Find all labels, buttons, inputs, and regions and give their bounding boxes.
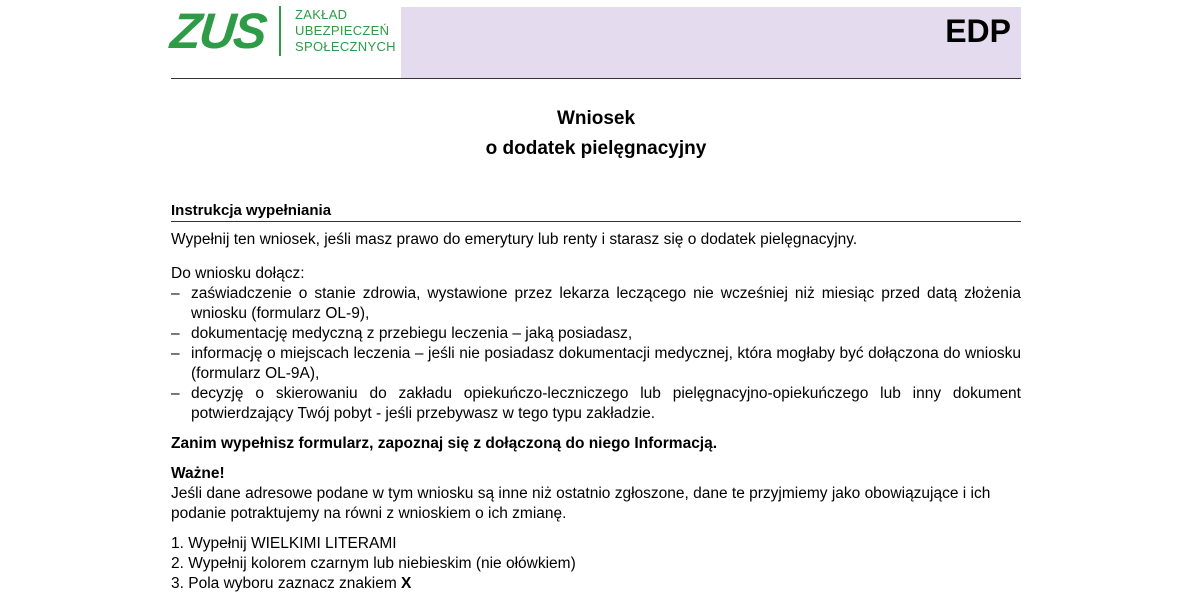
list-item-text: decyzję o skierowaniu do zakładu opiekuńczo-leczniczego lub pielęgnacyjno-opiekuńczego lub inny dokument potwierdzający Twój pobyt - jeśli przebywasz w tego typu zakładzie. [191,385,1021,422]
important-heading: Ważne! [171,465,225,482]
form-code: EDP [945,13,1011,49]
dash-bullet: – [171,325,180,342]
logo-text-line: SPOŁECZNYCH [295,39,396,54]
title-line-1: Wniosek [556,108,636,129]
step-number: 3. [171,575,184,592]
attachments-heading: Do wniosku dołącz: [171,265,305,282]
fill-steps-list [171,534,1021,594]
logo-text-line: ZAKŁAD [295,7,348,22]
document-header [168,0,1021,79]
title-line-2: o dodatek pielęgnacyjny [485,138,707,159]
before-fill-note: Zanim wypełnisz formularz, zapoznaj się z dołączoną do niego Informacją. [171,435,718,452]
step-text: Pola wyboru zaznacz znakiem [188,575,402,592]
list-item [171,574,1021,594]
list-item-text: zaświadczenie o stanie zdrowia, wystawione przez lekarza leczącego nie wcześniej niż miesiąc przed datą złożenia wniosku (formularz OL-9), [191,285,1021,322]
list-item [171,554,1021,574]
list-item [171,324,1021,344]
list-item [171,344,1021,384]
logo-text-line: UBEZPIECZEŃ [295,23,390,38]
list-item-text: dokumentację medyczną z przebiegu leczenia – jaką posiadasz, [191,325,633,342]
step-mark: X [401,575,412,592]
step-number: 1. [171,535,184,552]
logo-text [295,7,396,55]
document-title [171,104,1021,164]
attachments-list [171,284,1021,424]
instructions-intro: Wypełnij ten wniosek, jeśli masz prawo do emerytury lub renty i starasz się o dodatek pielęgnacyjny. [171,231,858,248]
step-text: Wypełnij kolorem czarnym lub niebieskim (nie ołówkiem) [188,555,576,572]
dash-bullet: – [171,385,180,402]
list-item-text: informację o miejscach leczenia – jeśli nie posiadasz dokumentacji medycznej, która mogłaby być dołączona do wniosku (formularz OL-9A), [191,345,1021,382]
dash-bullet: – [171,285,180,302]
list-item [171,534,1021,554]
zus-logo [168,3,396,59]
list-item [171,384,1021,424]
step-number: 2. [171,555,184,572]
logo-separator [279,6,281,56]
list-item [171,284,1021,324]
important-text: Jeśli dane adresowe podane w tym wniosku są inne niż ostatnio zgłoszone, dane te przyjmiemy jako obowiązujące i ich podanie potraktujemy na równi z wnioskiem o ich zmianę. [171,485,991,522]
instructions-heading: Instrukcja wypełniania [171,201,1021,222]
dash-bullet: – [171,345,180,362]
zus-logo-mark: ZUS [168,3,268,59]
form-code-box [401,7,1021,78]
document-page [168,0,1021,594]
step-text: Wypełnij WIELKIMI LITERAMI [188,535,397,552]
